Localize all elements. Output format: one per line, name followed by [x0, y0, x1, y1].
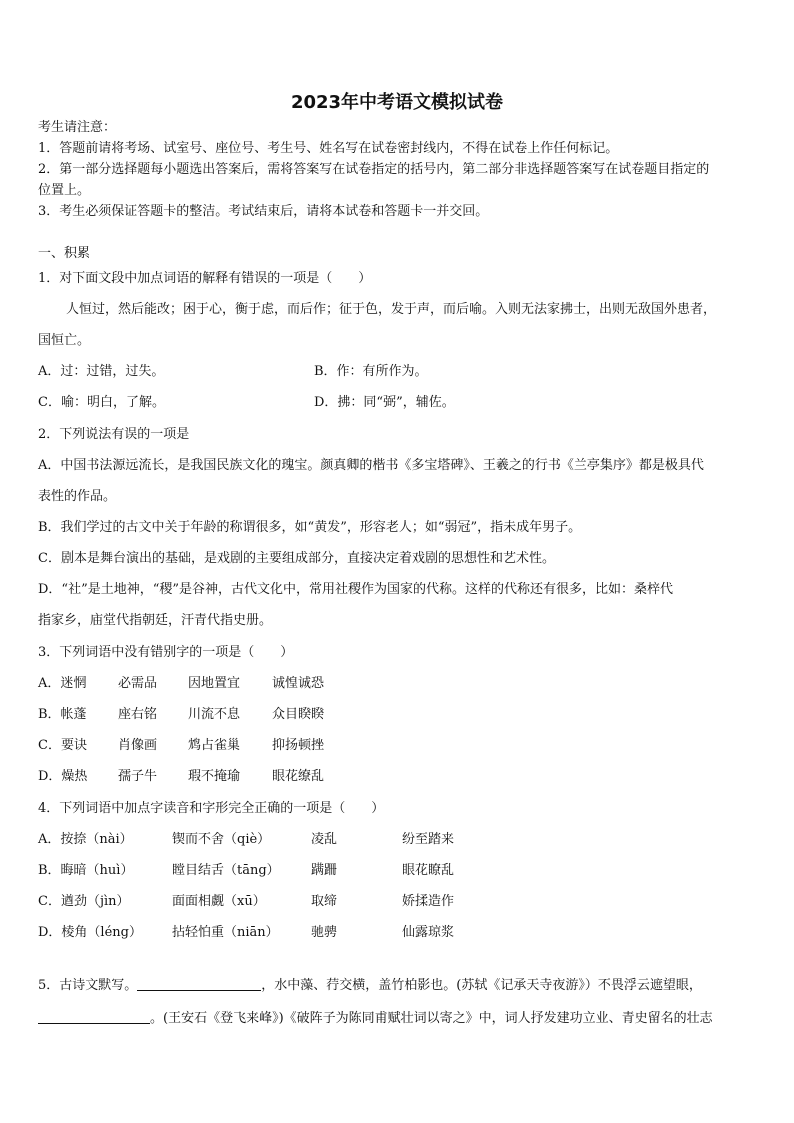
- q3-c-2: 肖像画: [118, 738, 158, 753]
- notice-heading: 考生请注意：: [38, 120, 117, 135]
- q2-option-a: A．中国书法源远流长，是我国民族文化的瑰宝。颜真卿的楷书《多宝塔碑》、王羲之的行书《兰亭集序》都是极具代: [38, 458, 704, 473]
- q3-b-2: 座右铭: [118, 707, 158, 722]
- q3-d-1: D．燥热: [38, 769, 88, 784]
- answer-blank-1[interactable]: [137, 977, 261, 991]
- q3-b-3: 川流不息: [188, 707, 241, 722]
- notice-item-2-cont: 位置上。: [38, 183, 91, 198]
- q3-a-1: A．迷惘: [38, 676, 87, 691]
- q4-stem: 4．下列词语中加点字读音和字形完全正确的一项是（ ）: [38, 801, 385, 816]
- q3-d-4: 眼花缭乱: [272, 769, 325, 784]
- notice-item-1: 1．答题前请将考场、试室号、座位号、考生号、姓名写在试卷密封线内，不得在试卷上作任何标记。: [38, 141, 619, 156]
- page-title: 2023年中考语文模拟试卷: [290, 92, 504, 113]
- q4-d-3: 驰骋: [311, 925, 338, 940]
- q1-passage: 人恒过，然后能改；困于心，衡于虑，而后作；征于色，发于声，而后喻。入则无法家拂士，出则无敌国外患者，: [66, 302, 717, 317]
- q3-stem: 3．下列词语中没有错别字的一项是（ ）: [38, 645, 294, 660]
- q3-c-1: C．要诀: [38, 738, 87, 753]
- q3-c-4: 抑扬顿挫: [272, 738, 325, 753]
- q5-text-1: ，水中藻、荇交横，盖竹柏影也。(苏轼《记承天寺夜游》）不畏浮云遮望眼，: [261, 978, 702, 993]
- q2-option-a-cont: 表性的作品。: [38, 489, 117, 504]
- q2-option-b: B．我们学过的古文中关于年龄的称谓很多，如“黄发”，形容老人；如“弱冠”，指未成年男子。: [38, 520, 582, 535]
- notice-item-2: 2．第一部分选择题每小题选出答案后，需将答案写在试卷指定的括号内，第二部分非选择题答案写在试卷题目指定的: [38, 162, 710, 177]
- q1-option-b: B．作：有所作为。: [314, 364, 428, 379]
- q3-a-4: 诚惶诚恐: [272, 676, 325, 691]
- q3-a-3: 因地置宜: [188, 676, 241, 691]
- q4-c-4: 娇揉造作: [402, 894, 455, 909]
- q4-b-4: 眼花瞭乱: [402, 863, 455, 878]
- q4-a-4: 纷至踏来: [402, 832, 455, 847]
- q4-a-2: 锲而不舍（qiè）: [172, 832, 271, 847]
- q1-option-c: C．喻：明白，了解。: [38, 395, 165, 410]
- q2-option-c: C．剧本是舞台演出的基础，是戏剧的主要组成部分，直接决定着戏剧的思想性和艺术性。: [38, 551, 555, 566]
- q1-passage-cont: 国恒亡。: [38, 333, 91, 348]
- q3-b-1: B．帐蓬: [38, 707, 87, 722]
- q4-a-1: A．按捺（nài）: [38, 832, 133, 847]
- section-heading: 一、积累: [38, 246, 91, 261]
- q1-option-a: A．过：过错，过失。: [38, 364, 165, 379]
- q4-d-2: 拈轻怕重（niān）: [172, 925, 279, 940]
- q3-a-2: 必需品: [118, 676, 158, 691]
- q1-option-d: D．拂：同“弼”，辅佐。: [314, 395, 455, 410]
- q3-d-3: 瑕不掩瑜: [188, 769, 241, 784]
- answer-blank-2[interactable]: [38, 1010, 150, 1024]
- q4-d-1: D．棱角（léng）: [38, 925, 142, 940]
- q1-stem: 1．对下面文段中加点词语的解释有错误的一项是（ ）: [38, 271, 372, 286]
- q3-d-2: 孺子牛: [118, 769, 158, 784]
- q3-b-4: 众目睽睽: [272, 707, 325, 722]
- q2-option-d: D．“社”是土地神，“稷”是谷神，古代文化中，常用社稷作为国家的代称。这样的代称还有很多，比如：桑梓代: [38, 582, 674, 597]
- q4-b-1: B．晦暗（huì）: [38, 863, 134, 878]
- q3-c-3: 鸩占雀巢: [188, 738, 241, 753]
- q5-label: 5．古诗文默写。: [38, 978, 138, 993]
- q4-d-4: 仙露琼浆: [402, 925, 455, 940]
- q2-option-d-cont: 指家乡，庙堂代指朝廷，汗青代指史册。: [38, 613, 273, 628]
- q5-text-2: 。(王安石《登飞来峰》)《破阵子为陈同甫赋壮词以寄之》中，词人抒发建功立业、青史留名的壮志: [150, 1011, 713, 1026]
- q4-b-2: 瞠目结舌（tāng）: [172, 863, 280, 878]
- q4-c-2: 面面相觑（xū）: [172, 894, 266, 909]
- q4-c-3: 取缔: [311, 894, 338, 909]
- q4-b-3: 蹒跚: [311, 863, 338, 878]
- q5-line-1: [38, 977, 702, 994]
- q4-c-1: C．遒劲（jìn）: [38, 894, 130, 909]
- q2-stem: 2．下列说法有误的一项是: [38, 427, 190, 442]
- notice-item-3: 3．考生必须保证答题卡的整洁。考试结束后，请将本试卷和答题卡一并交回。: [38, 204, 489, 219]
- q4-a-3: 凌乱: [311, 832, 338, 847]
- q5-line-2: [38, 1010, 713, 1027]
